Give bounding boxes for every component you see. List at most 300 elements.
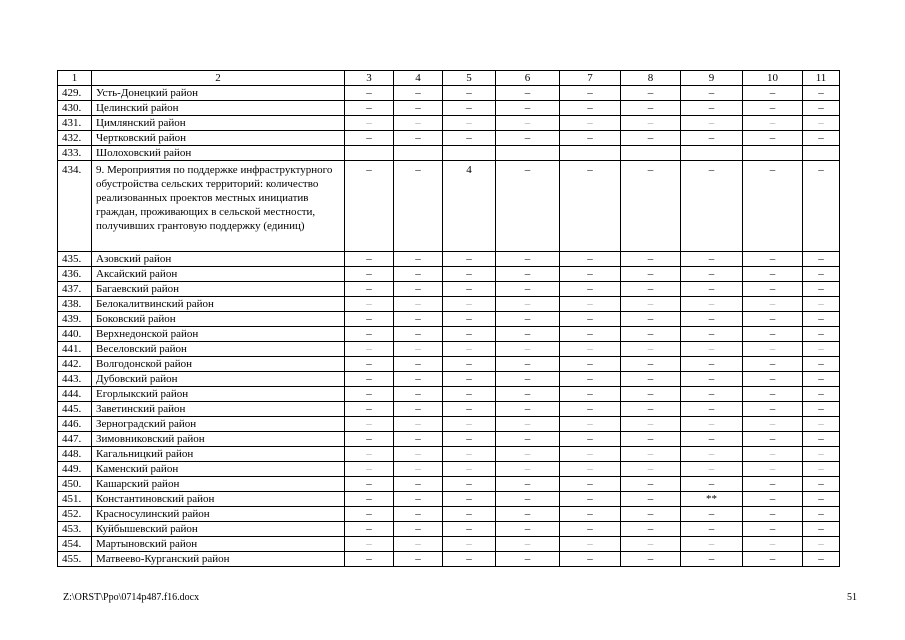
value-cell: –: [560, 86, 621, 101]
row-name: Матвеево-Курганский район: [92, 552, 345, 567]
value-cell: –: [681, 402, 743, 417]
row-number: 449.: [58, 462, 92, 477]
value-cell: –: [496, 477, 560, 492]
value-cell: –: [743, 86, 803, 101]
value-cell: –: [345, 267, 394, 282]
value-cell: –: [803, 387, 840, 402]
value-cell: –: [496, 252, 560, 267]
value-cell: –: [394, 86, 443, 101]
table-row: [58, 86, 840, 101]
value-cell: –: [560, 492, 621, 507]
value-cell: –: [743, 372, 803, 387]
value-cell: –: [443, 432, 496, 447]
value-cell: –: [743, 131, 803, 146]
value-cell: –: [803, 447, 840, 462]
value-cell: –: [803, 507, 840, 522]
column-header: 7: [560, 71, 621, 86]
value-cell: –: [496, 492, 560, 507]
value-cell: –: [560, 372, 621, 387]
row-number: 431.: [58, 116, 92, 131]
value-cell: –: [394, 101, 443, 116]
value-cell: –: [743, 432, 803, 447]
row-name: Верхнедонской район: [92, 327, 345, 342]
value-cell: –: [345, 297, 394, 312]
value-cell: –: [496, 372, 560, 387]
table-row: [58, 552, 840, 567]
value-cell: –: [394, 387, 443, 402]
value-cell: –: [621, 402, 681, 417]
row-number: 433.: [58, 146, 92, 161]
value-cell: –: [743, 507, 803, 522]
row-number: 451.: [58, 492, 92, 507]
value-cell: –: [394, 537, 443, 552]
row-name: Боковский район: [92, 312, 345, 327]
table-row: [58, 297, 840, 312]
value-cell: –: [345, 417, 394, 432]
row-name: Константиновский район: [92, 492, 345, 507]
value-cell: –: [681, 312, 743, 327]
value-cell: –: [345, 477, 394, 492]
value-cell: –: [621, 372, 681, 387]
value-cell: –: [681, 131, 743, 146]
value-cell: –: [803, 372, 840, 387]
table-row: [58, 492, 840, 507]
value-cell: –: [803, 552, 840, 567]
value-cell: –: [443, 387, 496, 402]
column-header: 11: [803, 71, 840, 86]
column-header: 2: [92, 71, 345, 86]
value-cell: –: [496, 312, 560, 327]
value-cell: –: [803, 402, 840, 417]
row-name: Цимлянский район: [92, 116, 345, 131]
value-cell: –: [743, 462, 803, 477]
value-cell: –: [345, 552, 394, 567]
table-row: [58, 101, 840, 116]
value-cell: –: [560, 447, 621, 462]
value-cell: –: [560, 101, 621, 116]
value-cell: –: [621, 116, 681, 131]
value-cell: –: [560, 297, 621, 312]
value-cell: –: [345, 116, 394, 131]
value-cell: –: [743, 387, 803, 402]
row-number: 443.: [58, 372, 92, 387]
value-cell: –: [443, 297, 496, 312]
value-cell: –: [560, 252, 621, 267]
value-cell: –: [496, 507, 560, 522]
value-cell: –: [803, 522, 840, 537]
table-row: [58, 432, 840, 447]
row-name: 9. Мероприятия по поддержке инфраструктурного обустройства сельских территорий: количество реализованных проектов местных инициатив граждан, проживающих в сельской местности, получивших грантовую поддержку (единиц): [92, 161, 345, 252]
value-cell: –: [560, 282, 621, 297]
row-number: 430.: [58, 101, 92, 116]
row-number: 441.: [58, 342, 92, 357]
value-cell: [803, 146, 840, 161]
value-cell: –: [443, 537, 496, 552]
value-cell: –: [621, 507, 681, 522]
value-cell: –: [681, 447, 743, 462]
value-cell: –: [681, 101, 743, 116]
value-cell: –: [681, 432, 743, 447]
row-name: Кашарский район: [92, 477, 345, 492]
value-cell: –: [560, 462, 621, 477]
row-number: 442.: [58, 357, 92, 372]
value-cell: –: [621, 537, 681, 552]
value-cell: –: [560, 161, 621, 252]
value-cell: –: [743, 522, 803, 537]
value-cell: –: [681, 252, 743, 267]
row-number: 435.: [58, 252, 92, 267]
row-name: Мартыновский район: [92, 537, 345, 552]
value-cell: –: [803, 432, 840, 447]
row-name: Багаевский район: [92, 282, 345, 297]
row-number: 454.: [58, 537, 92, 552]
file-path: Z:\ORST\Ppo\0714p487.f16.docx: [63, 592, 200, 603]
value-cell: –: [345, 282, 394, 297]
table-row: [58, 477, 840, 492]
value-cell: –: [496, 86, 560, 101]
value-cell: –: [394, 372, 443, 387]
value-cell: –: [621, 387, 681, 402]
value-cell: –: [394, 357, 443, 372]
value-cell: –: [803, 537, 840, 552]
value-cell: –: [743, 252, 803, 267]
column-header: 9: [681, 71, 743, 86]
value-cell: –: [443, 417, 496, 432]
value-cell: –: [560, 116, 621, 131]
value-cell: –: [345, 312, 394, 327]
table-row: [58, 372, 840, 387]
value-cell: –: [803, 492, 840, 507]
value-cell: –: [496, 282, 560, 297]
value-cell: –: [621, 327, 681, 342]
value-cell: –: [394, 297, 443, 312]
value-cell: –: [803, 477, 840, 492]
value-cell: –: [743, 552, 803, 567]
row-number: 446.: [58, 417, 92, 432]
value-cell: –: [803, 116, 840, 131]
value-cell: –: [681, 552, 743, 567]
table-body: [58, 86, 840, 567]
value-cell: –: [394, 131, 443, 146]
table-row: [58, 417, 840, 432]
value-cell: –: [394, 462, 443, 477]
row-number: 453.: [58, 522, 92, 537]
value-cell: –: [394, 447, 443, 462]
table-row: [58, 357, 840, 372]
value-cell: –: [621, 312, 681, 327]
column-header: 6: [496, 71, 560, 86]
value-cell: –: [803, 357, 840, 372]
value-cell: –: [443, 342, 496, 357]
table-row: [58, 267, 840, 282]
value-cell: –: [394, 417, 443, 432]
value-cell: –: [621, 552, 681, 567]
value-cell: –: [743, 417, 803, 432]
value-cell: –: [394, 402, 443, 417]
value-cell: –: [443, 101, 496, 116]
row-name: Дубовский район: [92, 372, 345, 387]
value-cell: –: [681, 537, 743, 552]
value-cell: –: [345, 537, 394, 552]
page-number: 51: [847, 592, 857, 603]
row-name: Куйбышевский район: [92, 522, 345, 537]
row-name: Целинский район: [92, 101, 345, 116]
value-cell: –: [621, 357, 681, 372]
value-cell: –: [621, 282, 681, 297]
value-cell: –: [443, 357, 496, 372]
table-row: [58, 312, 840, 327]
value-cell: –: [496, 327, 560, 342]
table-row: [58, 131, 840, 146]
value-cell: –: [803, 462, 840, 477]
value-cell: –: [345, 357, 394, 372]
value-cell: –: [803, 101, 840, 116]
value-cell: –: [803, 267, 840, 282]
row-number: 452.: [58, 507, 92, 522]
value-cell: –: [496, 161, 560, 252]
table-row: [58, 146, 840, 161]
value-cell: –: [681, 372, 743, 387]
table-row: [58, 116, 840, 131]
table-row: [58, 507, 840, 522]
value-cell: –: [743, 267, 803, 282]
row-name: Зимовниковский район: [92, 432, 345, 447]
value-cell: –: [394, 312, 443, 327]
value-cell: –: [743, 447, 803, 462]
value-cell: –: [443, 462, 496, 477]
value-cell: –: [560, 267, 621, 282]
value-cell: –: [743, 312, 803, 327]
row-number: 436.: [58, 267, 92, 282]
value-cell: –: [803, 282, 840, 297]
value-cell: –: [621, 477, 681, 492]
row-number: 450.: [58, 477, 92, 492]
value-cell: [394, 146, 443, 161]
value-cell: –: [443, 507, 496, 522]
table-row: [58, 327, 840, 342]
value-cell: –: [560, 312, 621, 327]
value-cell: –: [743, 342, 803, 357]
value-cell: –: [560, 131, 621, 146]
table-row: [58, 252, 840, 267]
table-row: [58, 447, 840, 462]
value-cell: –: [394, 522, 443, 537]
row-number: 444.: [58, 387, 92, 402]
value-cell: –: [345, 101, 394, 116]
value-cell: –: [496, 342, 560, 357]
value-cell: –: [394, 477, 443, 492]
value-cell: –: [443, 116, 496, 131]
table-row: [58, 161, 840, 252]
value-cell: –: [345, 387, 394, 402]
value-cell: –: [621, 131, 681, 146]
value-cell: –: [803, 342, 840, 357]
value-cell: –: [345, 252, 394, 267]
value-cell: –: [560, 387, 621, 402]
value-cell: –: [621, 417, 681, 432]
row-number: 438.: [58, 297, 92, 312]
row-number: 434.: [58, 161, 92, 252]
value-cell: –: [803, 312, 840, 327]
value-cell: 4: [443, 161, 496, 252]
row-name: Каменский район: [92, 462, 345, 477]
value-cell: –: [496, 116, 560, 131]
value-cell: –: [496, 537, 560, 552]
value-cell: –: [681, 116, 743, 131]
value-cell: –: [394, 492, 443, 507]
value-cell: –: [621, 432, 681, 447]
value-cell: –: [803, 161, 840, 252]
value-cell: –: [345, 131, 394, 146]
value-cell: –: [803, 86, 840, 101]
value-cell: –: [443, 327, 496, 342]
row-number: 439.: [58, 312, 92, 327]
value-cell: –: [496, 387, 560, 402]
value-cell: –: [560, 417, 621, 432]
value-cell: [496, 146, 560, 161]
value-cell: –: [681, 282, 743, 297]
value-cell: –: [560, 342, 621, 357]
value-cell: –: [560, 402, 621, 417]
value-cell: –: [621, 492, 681, 507]
value-cell: –: [496, 417, 560, 432]
value-cell: –: [443, 312, 496, 327]
value-cell: –: [345, 372, 394, 387]
value-cell: –: [681, 477, 743, 492]
row-name: Веселовский район: [92, 342, 345, 357]
value-cell: –: [345, 161, 394, 252]
value-cell: –: [443, 86, 496, 101]
value-cell: [560, 146, 621, 161]
column-header: 1: [58, 71, 92, 86]
value-cell: –: [560, 552, 621, 567]
value-cell: –: [560, 522, 621, 537]
value-cell: –: [560, 432, 621, 447]
column-header: 3: [345, 71, 394, 86]
value-cell: –: [443, 267, 496, 282]
value-cell: –: [345, 492, 394, 507]
value-cell: –: [681, 507, 743, 522]
value-cell: –: [345, 402, 394, 417]
value-cell: –: [443, 522, 496, 537]
value-cell: –: [394, 342, 443, 357]
row-name: Азовский район: [92, 252, 345, 267]
value-cell: –: [621, 297, 681, 312]
value-cell: –: [681, 462, 743, 477]
value-cell: –: [621, 462, 681, 477]
table-row: [58, 402, 840, 417]
value-cell: [743, 146, 803, 161]
table-row: [58, 462, 840, 477]
value-cell: –: [621, 101, 681, 116]
value-cell: –: [443, 131, 496, 146]
value-cell: –: [496, 101, 560, 116]
value-cell: –: [496, 462, 560, 477]
value-cell: –: [394, 327, 443, 342]
row-number: 447.: [58, 432, 92, 447]
value-cell: –: [681, 86, 743, 101]
value-cell: [443, 146, 496, 161]
value-cell: **: [681, 492, 743, 507]
value-cell: [681, 146, 743, 161]
value-cell: –: [496, 357, 560, 372]
value-cell: –: [345, 447, 394, 462]
row-number: 445.: [58, 402, 92, 417]
row-number: 455.: [58, 552, 92, 567]
value-cell: –: [743, 297, 803, 312]
row-number: 437.: [58, 282, 92, 297]
value-cell: –: [743, 402, 803, 417]
value-cell: –: [743, 537, 803, 552]
value-cell: –: [496, 297, 560, 312]
value-cell: –: [803, 297, 840, 312]
value-cell: –: [394, 267, 443, 282]
row-number: 448.: [58, 447, 92, 462]
row-name: Чертковский район: [92, 131, 345, 146]
value-cell: –: [743, 161, 803, 252]
column-header: 10: [743, 71, 803, 86]
row-name: Кагальницкий район: [92, 447, 345, 462]
value-cell: –: [345, 432, 394, 447]
value-cell: –: [743, 327, 803, 342]
row-name: Белокалитвинский район: [92, 297, 345, 312]
value-cell: –: [743, 357, 803, 372]
value-cell: –: [496, 522, 560, 537]
table-row: [58, 342, 840, 357]
value-cell: –: [681, 417, 743, 432]
value-cell: –: [345, 507, 394, 522]
row-number: 440.: [58, 327, 92, 342]
value-cell: –: [443, 447, 496, 462]
value-cell: –: [621, 161, 681, 252]
value-cell: –: [345, 522, 394, 537]
row-name: Заветинский район: [92, 402, 345, 417]
value-cell: –: [621, 522, 681, 537]
value-cell: –: [394, 552, 443, 567]
value-cell: –: [743, 101, 803, 116]
value-cell: –: [743, 282, 803, 297]
table-row: [58, 282, 840, 297]
value-cell: –: [621, 86, 681, 101]
value-cell: –: [803, 131, 840, 146]
table-row: [58, 537, 840, 552]
value-cell: –: [560, 537, 621, 552]
row-name: Красносулинский район: [92, 507, 345, 522]
value-cell: –: [394, 507, 443, 522]
value-cell: –: [394, 116, 443, 131]
value-cell: –: [743, 492, 803, 507]
value-cell: –: [560, 477, 621, 492]
value-cell: –: [345, 327, 394, 342]
data-table: [57, 70, 840, 567]
value-cell: –: [345, 342, 394, 357]
value-cell: –: [443, 477, 496, 492]
row-number: 432.: [58, 131, 92, 146]
value-cell: –: [681, 387, 743, 402]
value-cell: –: [345, 86, 394, 101]
value-cell: –: [803, 252, 840, 267]
value-cell: –: [681, 161, 743, 252]
row-name: Шолоховский район: [92, 146, 345, 161]
table-row: [58, 522, 840, 537]
row-number: 429.: [58, 86, 92, 101]
column-header: 8: [621, 71, 681, 86]
row-name: Зерноградский район: [92, 417, 345, 432]
value-cell: –: [443, 402, 496, 417]
value-cell: –: [621, 447, 681, 462]
row-name: Волгодонской район: [92, 357, 345, 372]
header-row: [58, 71, 840, 86]
